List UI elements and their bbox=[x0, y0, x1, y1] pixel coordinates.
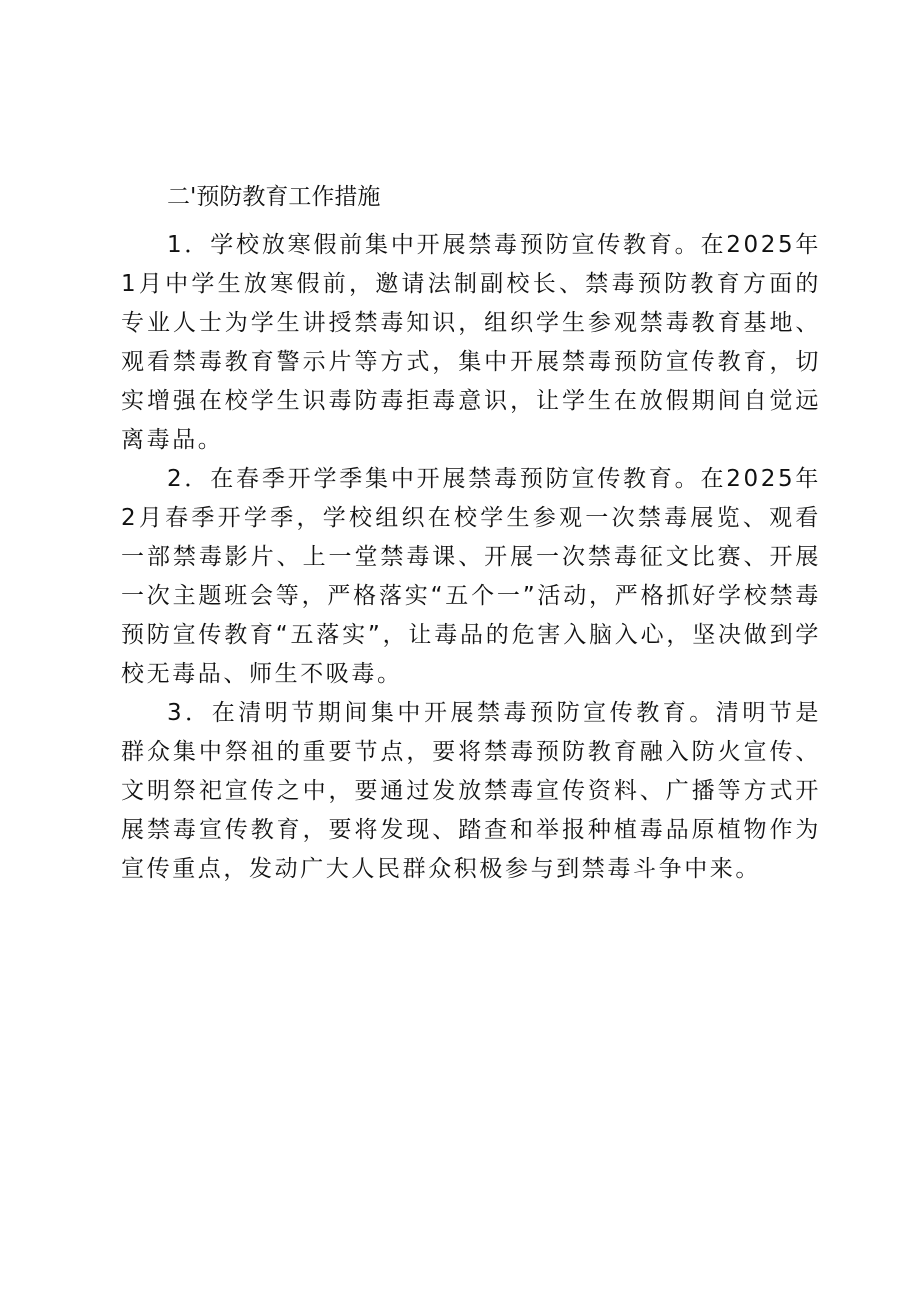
section-title: 二'预防教育工作措施 bbox=[167, 184, 381, 210]
paragraph-winter-break: 1．学校放寒假前集中开展禁毒预防宣传教育。在2025年1月中学生放寒假前，邀请法制副校长、禁毒预防教育方面的专业人士为学生讲授禁毒知识，组织学生参观禁毒教育基地、观看禁毒教育警示片等方式，集中开展禁毒预防宣传教育，切实增强在校学生识毒防毒拒毒意识，让学生在放假期间自觉远离毒品。 bbox=[121, 232, 821, 453]
document-body bbox=[121, 226, 821, 889]
paragraph-qingming: 3．在清明节期间集中开展禁毒预防宣传教育。清明节是群众集中祭祖的重要节点，要将禁毒预防教育融入防火宣传、文明祭祀宣传之中，要通过发放禁毒宣传资料、广播等方式开展禁毒宣传教育，要将发现、踏查和举报种植毒品原植物作为宣传重点，发动广大人民群众积极参与到禁毒斗争中来。 bbox=[121, 700, 821, 882]
paragraph-spring-semester: 2．在春季开学季集中开展禁毒预防宣传教育。在2025年2月春季开学季，学校组织在校学生参观一次禁毒展览、观看一部禁毒影片、上一堂禁毒课、开展一次禁毒征文比赛、开展一次主题班会等，严格落实“五个一”活动，严格抓好学校禁毒预防宣传教育“五落实”，让毒品的危害入脑入心，坚决做到学校无毒品、师生不吸毒。 bbox=[121, 466, 821, 687]
